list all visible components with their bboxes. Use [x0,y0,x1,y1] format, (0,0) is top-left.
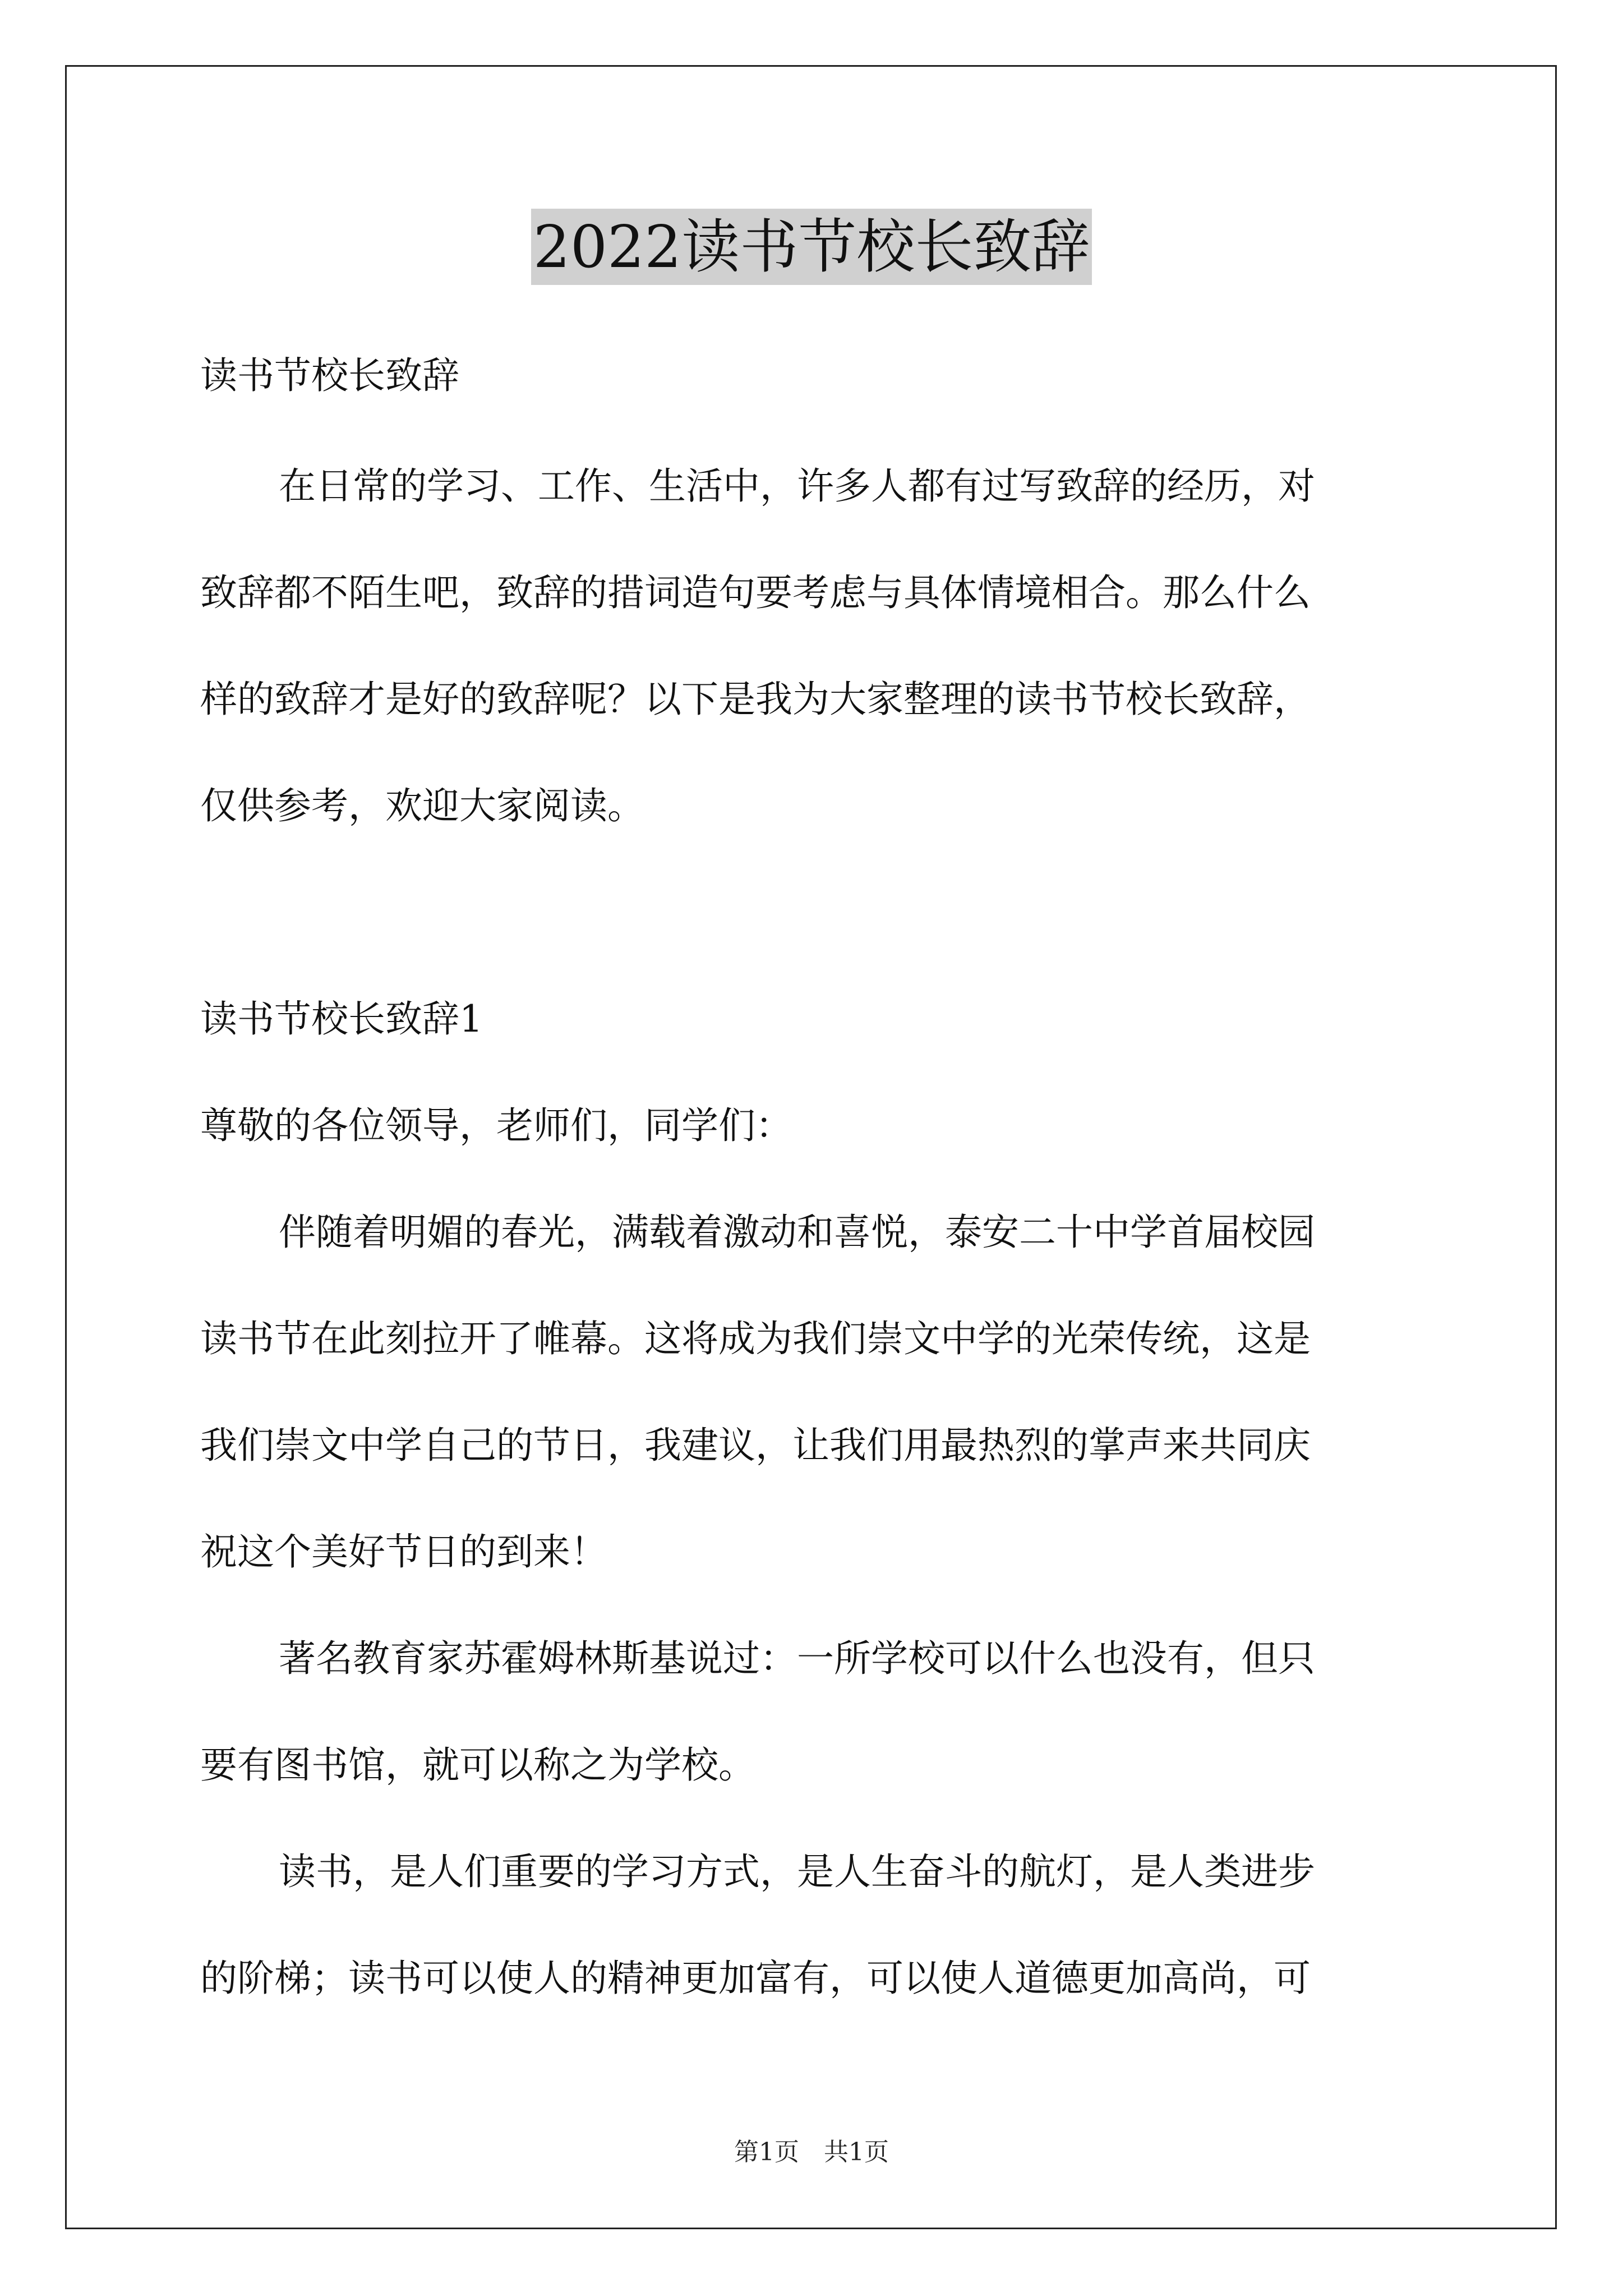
paragraph-line: 在日常的学习、工作、生活中，许多人都有过写致辞的经历，对 [279,464,1315,508]
section-heading: 读书节校长致辞 [200,354,459,397]
section-heading: 读书节校长致辞1 [200,997,483,1041]
title-container [0,209,1623,285]
paragraph-line: 仅供参考，欢迎大家阅读。 [200,784,644,827]
page-footer: 第1页 共1页 [734,2138,889,2166]
paragraph-line: 致辞都不陌生吧，致辞的措词造句要考虑与具体情境相合。那么什么 [200,571,1311,614]
paragraph-line: 读书，是人们重要的学习方式，是人生奋斗的航灯，是人类进步 [279,1850,1315,1893]
paragraph-line: 样的致辞才是好的致辞呢？以下是我为大家整理的读书节校长致辞， [200,678,1311,721]
paragraph-line: 我们崇文中学自己的节日，我建议，让我们用最热烈的掌声来共同庆 [200,1424,1311,1467]
document-title: 2022读书节校长致辞 [531,209,1092,285]
paragraph-line: 著名教育家苏霍姆林斯基说过：一所学校可以什么也没有，但只 [279,1637,1315,1680]
paragraph-line: 祝这个美好节日的到来！ [200,1530,607,1573]
paragraph-line: 伴随着明媚的春光，满载着激动和喜悦，泰安二十中学首届校园 [279,1211,1315,1254]
paragraph-line: 要有图书馆，就可以称之为学校。 [200,1743,755,1787]
salutation: 尊敬的各位领导，老师们，同学们： [200,1104,792,1147]
paragraph-line: 读书节在此刻拉开了帷幕。这将成为我们崇文中学的光荣传统，这是 [200,1317,1311,1360]
paragraph-line: 的阶梯；读书可以使人的精神更加富有，可以使人道德更加高尚，可 [200,1957,1311,2000]
